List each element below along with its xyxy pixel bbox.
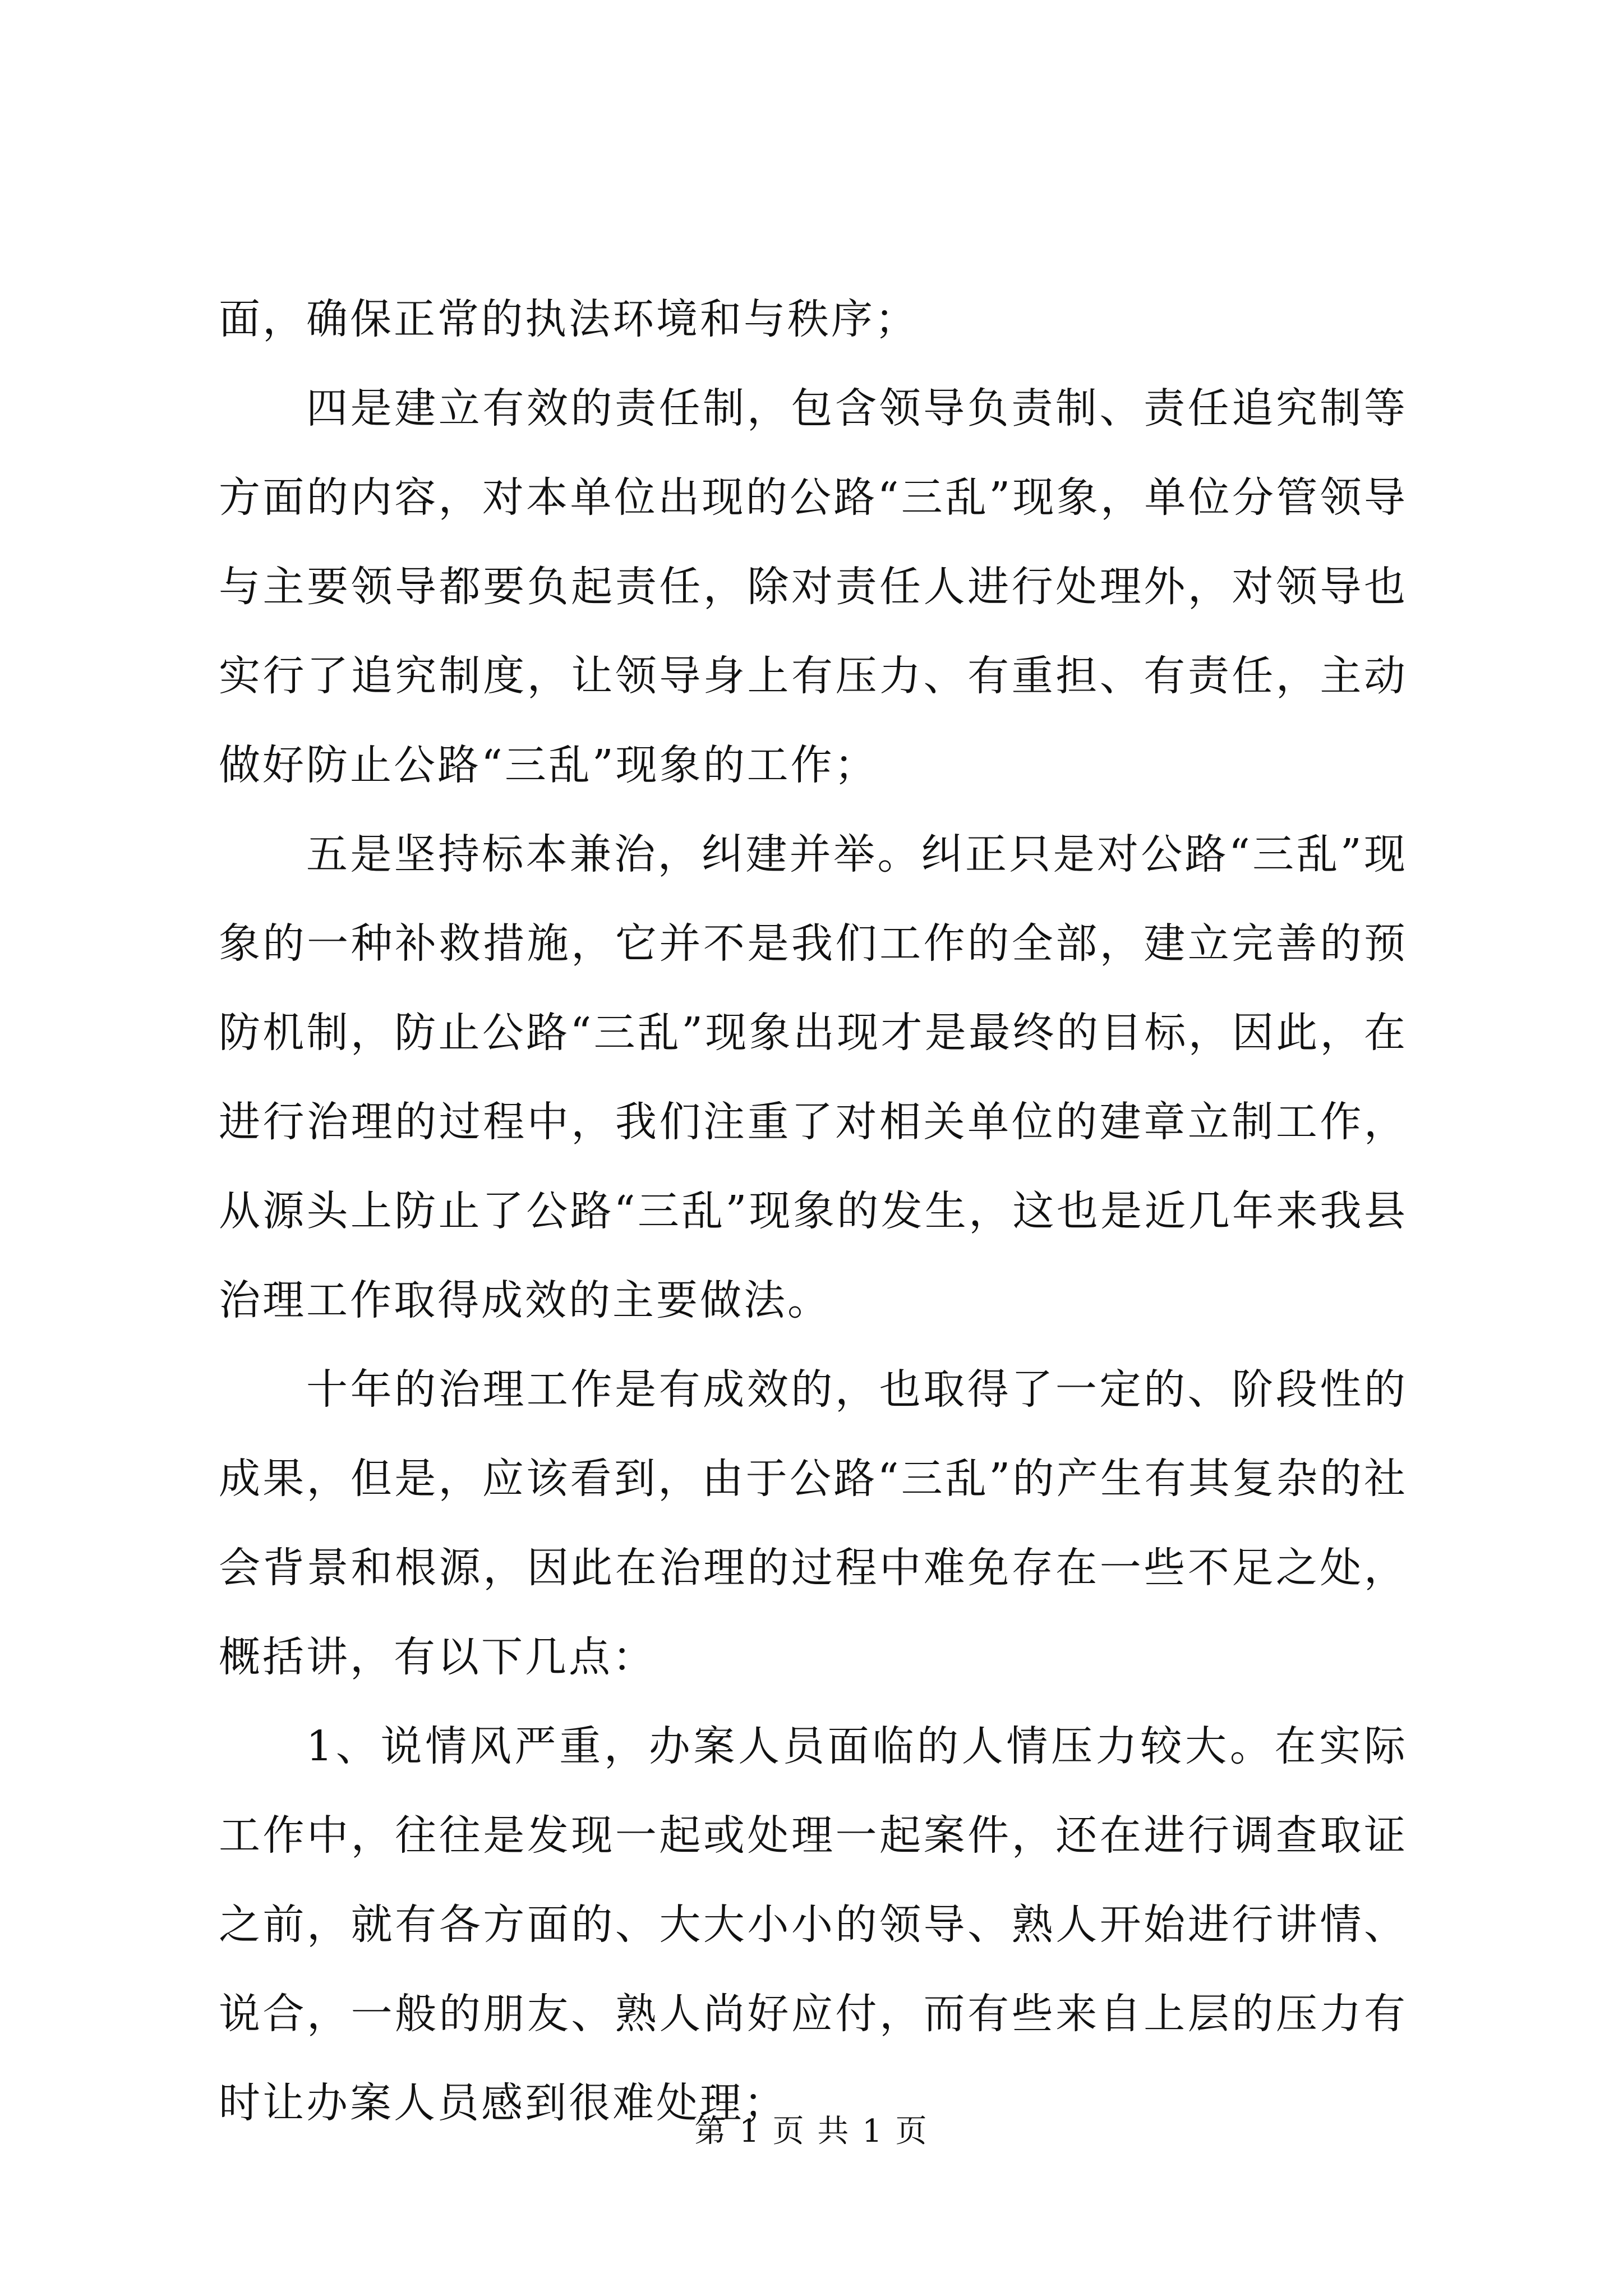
paragraph-5: 1、说情风严重，办案人员面临的人情压力较大。在实际工作中，往往是发现一起或处理一起案件，还在进行调查取证之前，就有各方面的、大大小小的领导、熟人开始进行讲情、说合，一般的朋友、熟人尚好应付，而有些来自上层的压力有时让办案人员感到很难处理； (219, 1722, 1408, 2127)
paragraph-4: 十年的治理工作是有成效的，也取得了一定的、阶段性的成果，但是，应该看到，由于公路“三乱”的产生有其复杂的社会背景和根源，因此在治理的过程中难免存在一些不足之处，概括讲，有以下几点： (219, 1365, 1408, 1681)
body-text (219, 275, 1408, 2148)
paragraph-3: 五是坚持标本兼治，纠建并举。纠正只是对公路“三乱”现象的一种补救措施，它并不是我们工作的全部，建立完善的预防机制，防止公路“三乱”现象出现才是最终的目标，因此，在进行治理的过程中，我们注重了对相关单位的建章立制工作，从源头上防止了公路“三乱”现象的发生，这也是近几年来我县治理工作取得成效的主要做法。 (219, 830, 1408, 1324)
page-footer: 第 1 页 共 1 页 (694, 2113, 929, 2150)
paragraph-2: 四是建立有效的责任制，包含领导负责制、责任追究制等方面的内容，对本单位出现的公路“三乱”现象，单位分管领导与主要领导都要负起责任，除对责任人进行处理外，对领导也实行了追究制度，让领导身上有压力、有重担、有责任，主动做好防止公路“三乱”现象的工作； (219, 384, 1408, 789)
paragraph-1: 面，确保正常的执法环境和与秩序； (219, 295, 919, 343)
